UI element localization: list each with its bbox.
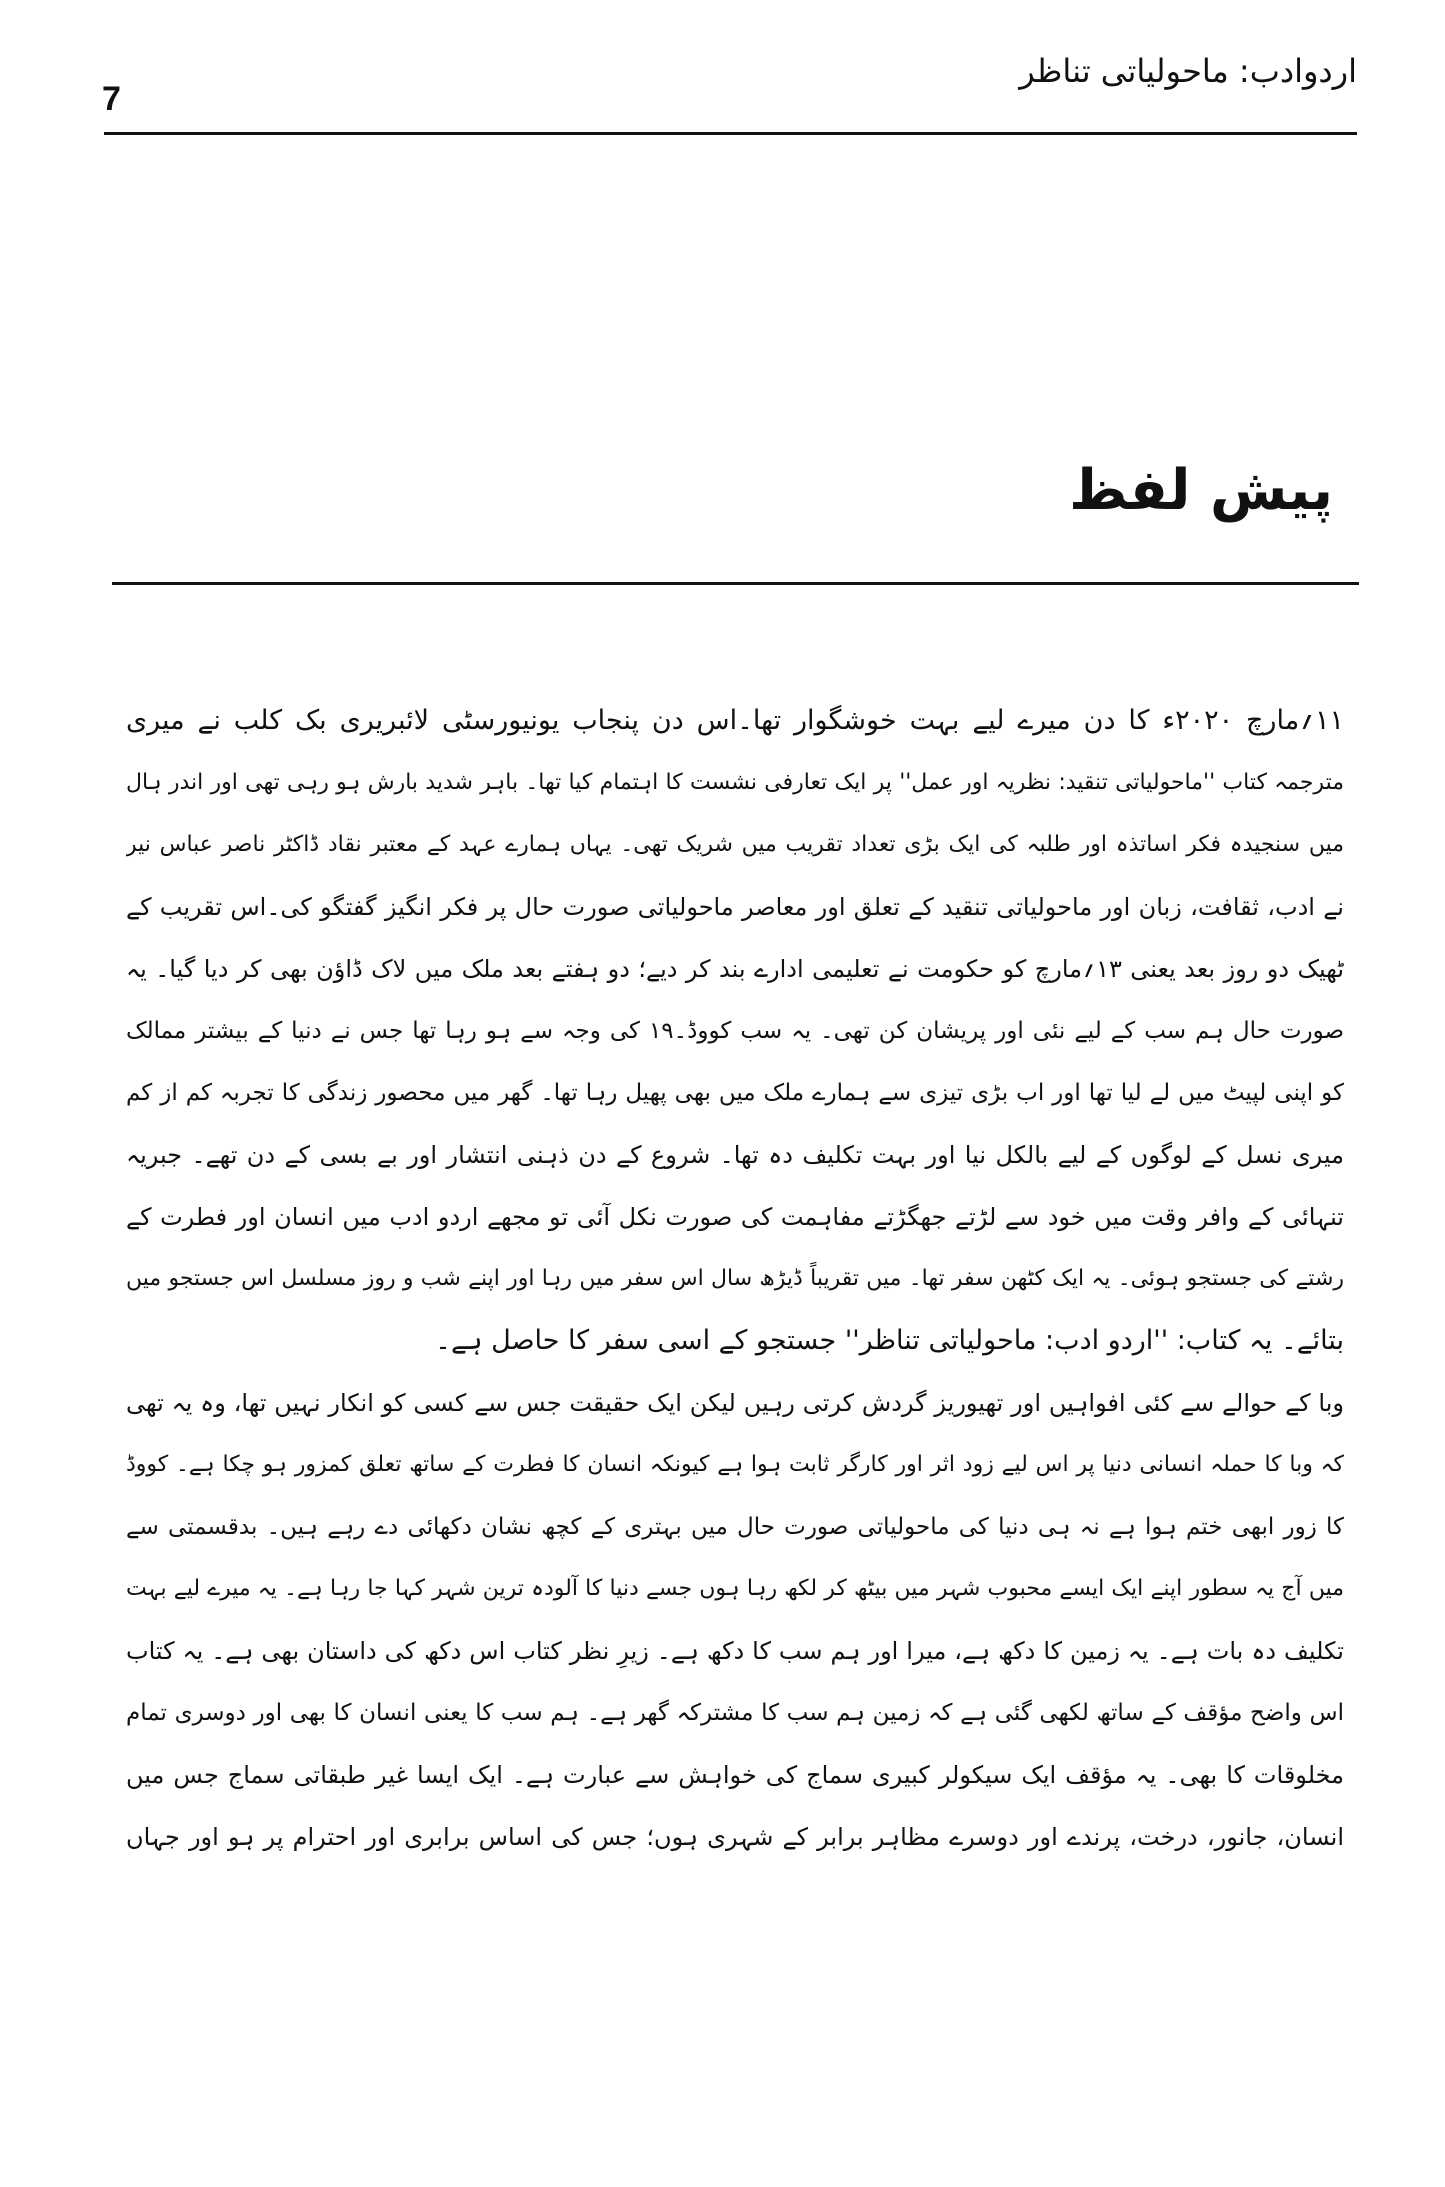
paragraph-2-line: اس واضح مؤقف کے ساتھ لکھی گئی ہے کہ زمین ہم سب کا مشترکہ گھر ہے۔ ہم سب کا یعنی انسان کا بھی اور دوسری تمام — [126, 1700, 1344, 1726]
paragraph-2-line: وبا کے حوالے سے کئی افواہیں اور تھیوریز گردش کرتی رہیں لیکن ایک حقیقت جس سے کسی کو انکار نہیں تھا، وہ یہ تھی — [126, 1389, 1344, 1417]
paragraph-2-line: تکلیف دہ بات ہے۔ یہ زمین کا دکھ ہے، میرا اور ہم سب کا دکھ ہے۔ زیرِ نظر کتاب اس دکھ کی داستان بھی ہے۔ یہ کتاب — [126, 1637, 1344, 1665]
paragraph-1-line: صورت حال ہم سب کے لیے نئی اور پریشان کن تھی۔ یہ سب کووڈ۔۱۹ کی وجہ سے ہو رہا تھا جس نے دنیا کے بیشتر ممالک — [126, 1018, 1344, 1044]
paragraph-2-line: مخلوقات کا بھی۔ یہ مؤقف ایک سیکولر کبیری سماج کی خواہش سے عبارت ہے۔ ایک ایسا غیر طبقاتی سماج جس میں — [126, 1761, 1344, 1789]
paragraph-1-line: ٹھیک دو روز بعد یعنی ۱۳؍مارچ کو حکومت نے تعلیمی ادارے بند کر دیے؛ دو ہفتے بعد ملک میں لاک ڈاؤن بھی کر دیا گیا۔ یہ — [126, 955, 1344, 983]
paragraph-1-line: ۱۱؍مارچ ۲۰۲۰ء کا دن میرے لیے بہت خوشگوار تھا۔اس دن پنجاب یونیورسٹی لائبریری بک کلب نے میری — [126, 705, 1344, 736]
paragraph-2-line: انسان، جانور، درخت، پرندے اور دوسرے مظاہر برابر کے شہری ہوں؛ جس کی اساس برابری اور احترام پر ہو اور جہاں — [126, 1823, 1344, 1851]
paragraph-1-line: بتائے۔ یہ کتاب: ''اردو ادب: ماحولیاتی تناظر'' جستجو کے اسی سفر کا حاصل ہے۔ — [435, 1325, 1344, 1356]
running-header: اردوادب: ماحولیاتی تناظر — [1019, 52, 1357, 90]
paragraph-2-line: کا زور ابھی ختم ہوا ہے نہ ہی دنیا کی ماحولیاتی صورت حال میں بہتری کے کچھ نشان دکھائی دے رہے ہیں۔ بدقسمتی سے — [126, 1514, 1344, 1540]
paragraph-1-line: میری نسل کے لوگوں کے لیے بالکل نیا اور بہت تکلیف دہ تھا۔ شروع کے دن ذہنی انتشار اور بے بسی کے دن تھے۔ جبریہ — [126, 1141, 1344, 1169]
paragraph-1-line: کو اپنی لپیٹ میں لے لیا تھا اور اب بڑی تیزی سے ہمارے ملک میں بھی پھیل رہا تھا۔ گھر میں محصور زندگی کا تجربہ کم از کم — [126, 1080, 1344, 1106]
paragraph-1-line: نے ادب، ثقافت، زبان اور ماحولیاتی تنقید کے تعلق اور معاصر ماحولیاتی صورت حال پر فکر انگیز گفتگو کی۔اس تقریب کے — [126, 893, 1344, 921]
title-divider — [112, 582, 1359, 585]
paragraph-1-line: میں سنجیدہ فکر اساتذہ اور طلبہ کی ایک بڑی تعداد تقریب میں شریک تھی۔ یہاں ہمارے عہد کے معتبر نقاد ڈاکٹر ناصر عباس نیر — [126, 832, 1344, 857]
paragraph-1-line: مترجمہ کتاب ''ماحولیاتی تنقید: نظریہ اور عمل'' پر ایک تعارفی نشست کا اہتمام کیا تھا۔ باہر شدید بارش ہو رہی تھی اور اندر ہال — [126, 770, 1344, 795]
section-title: پیش لفظ — [1069, 458, 1333, 523]
header-divider — [104, 132, 1357, 135]
page-number: 7 — [102, 80, 121, 118]
paragraph-2-line: کہ وبا کا حملہ انسانی دنیا پر اس لیے زود اثر اور کارگر ثابت ہوا ہے کیونکہ انسان کا فطرت کے ساتھ تعلق کمزور ہو چکا ہے۔ کووڈ — [126, 1452, 1344, 1477]
paragraph-2-line: میں آج یہ سطور اپنے ایک ایسے محبوب شہر میں بیٹھ کر لکھ رہا ہوں جسے دنیا کا آلودہ ترین شہر کہا جا رہا ہے۔ یہ میرے لیے بہت — [126, 1576, 1344, 1601]
body-text — [126, 690, 1344, 1868]
paragraph-1-line: رشتے کی جستجو ہوئی۔ یہ ایک کٹھن سفر تھا۔ میں تقریباً ڈیڑھ سال اس سفر میں رہا اور اپنے شب و روز مسلسل اس جستجو میں — [126, 1266, 1344, 1291]
paragraph-1-line: تنہائی کے وافر وقت میں خود سے لڑتے جھگڑتے مفاہمت کی صورت نکل آئی تو مجھے اردو ادب میں انسان اور فطرت کے — [126, 1203, 1344, 1231]
